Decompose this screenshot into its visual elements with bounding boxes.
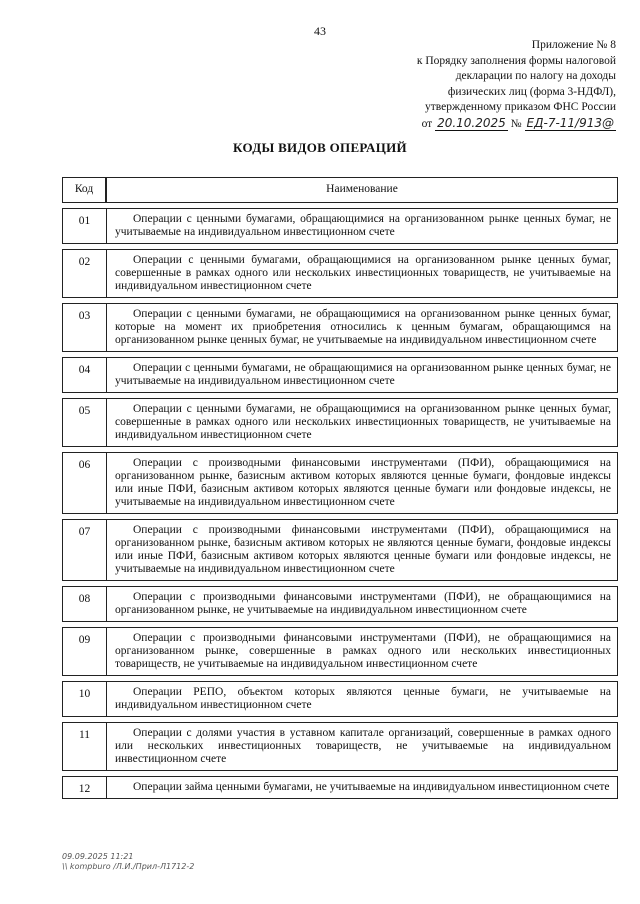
row-name-cell (106, 208, 618, 244)
appendix-line: утвержденному приказом ФНС России (425, 101, 616, 113)
order-date: 20.10.2025 (437, 115, 506, 130)
table-row (62, 627, 618, 676)
row-name: Операции с ценными бумагами, обращающимися на организованном рынке ценных бумаг, совершенные в рамках одного или нескольких инвестиционных товариществ, не учитываемые на индивидуальном инвестиционном счете (115, 254, 611, 292)
row-name-cell (106, 681, 618, 717)
row-name: Операции займа ценными бумагами, не учитываемые на индивидуальном инвестиционном счете (133, 781, 610, 793)
table-row (62, 776, 618, 799)
row-code: 11 (62, 722, 106, 771)
table-row (62, 303, 618, 352)
number-prefix: № (510, 117, 522, 130)
row-code: 01 (62, 208, 106, 244)
appendix-line: к Порядку заполнения формы налоговой (416, 54, 616, 67)
row-name-cell (106, 776, 618, 799)
row-name-cell (106, 398, 618, 447)
row-code: 10 (62, 681, 106, 717)
row-name-cell (106, 519, 618, 581)
row-code: 06 (62, 452, 106, 514)
row-name: Операции с ценными бумагами, обращающимися на организованном рынке ценных бумаг, не учитываемые на индивидуальном инвестиционном счете (115, 213, 611, 238)
row-code: 03 (62, 303, 106, 352)
row-code: 04 (62, 357, 106, 393)
table-row (62, 249, 618, 298)
row-name: Операции с ценными бумагами, не обращающимися на организованном рынке ценных бумаг, которые на момент их приобретения относились к ценным бумагам, обращающимся на организованном рынке ценных бумаг, не учитываемые на индивидуальном инвестиционном счете (115, 308, 611, 346)
table-header-row (62, 177, 618, 203)
table-row (62, 398, 618, 447)
row-name: Операции с производными финансовыми инструментами (ПФИ), обращающимися на организованном рынке, базисным активом которых не являются ценные бумаги, фондовые индексы или иные ПФИ, базисным активом которых являются ценные бумаги или фондовые индексы, не учитываемые на индивидуальном инвестиционном счете (115, 524, 611, 575)
row-code: 02 (62, 249, 106, 298)
footer-timestamp: 09.09.2025 11:21 (62, 852, 134, 861)
row-name-cell (106, 357, 618, 393)
row-code: 09 (62, 627, 106, 676)
operation-codes-table (62, 172, 618, 804)
row-name: Операции с производными финансовыми инструментами (ПФИ), обращающимися на организованном рынке, базисным активом которых являются ценные бумаги, фондовые индексы или иные ПФИ, базисным активом которых являются ценные бумаги или фондовые индексы, не учитываемые на индивидуальном инвестиционном счете (115, 457, 611, 508)
appendix-line: декларации по налогу на доходы (455, 70, 616, 82)
table-row (62, 681, 618, 717)
table-row (62, 722, 618, 771)
row-name: Операции с производными финансовыми инструментами (ПФИ), не обращающимися на организованном рынке, совершенные в рамках одного или нескольких инвестиционных товариществ, не учитываемые на индивидуальном инвестиционном счете (115, 632, 611, 670)
table-row (62, 519, 618, 581)
order-date-line (336, 116, 616, 133)
row-name: Операции с производными финансовыми инструментами (ПФИ), не обращающимися на организованном рынке, не учитываемые на индивидуальном инвестиционном счете (115, 591, 611, 616)
page-title: КОДЫ ВИДОВ ОПЕРАЦИЙ (233, 140, 407, 155)
row-name-cell (106, 452, 618, 514)
footer-stamp (62, 852, 194, 872)
row-code: 07 (62, 519, 106, 581)
page-number: 43 (314, 24, 326, 38)
appendix-header (336, 38, 616, 132)
row-name: Операции РЕПО, объектом которых являются ценные бумаги, не учитываемые на индивидуальном инвестиционном счете (115, 686, 611, 711)
row-code: 05 (62, 398, 106, 447)
row-name-cell (106, 627, 618, 676)
row-code: 08 (62, 586, 106, 622)
appendix-line: Приложение № 8 (531, 39, 616, 51)
appendix-line: физических лиц (форма 3-НДФЛ), (447, 85, 616, 98)
order-number: ЕД-7-11/913@ (526, 115, 614, 130)
date-prefix: от (421, 117, 433, 130)
row-name-cell (106, 303, 618, 352)
row-code: 12 (62, 776, 106, 799)
row-name: Операции с ценными бумагами, не обращающимися на организованном рынке ценных бумаг, не учитываемые на индивидуальном инвестиционном счете (115, 362, 611, 387)
row-name: Операции с ценными бумагами, не обращающимися на организованном рынке ценных бумаг, совершенные в рамках одного или нескольких инвестиционных товариществ, не учитываемые на индивидуальном инвестиционном счете (115, 403, 611, 441)
table-row (62, 357, 618, 393)
table-row (62, 586, 618, 622)
header-name: Наименование (106, 177, 618, 203)
table-row (62, 452, 618, 514)
row-name-cell (106, 722, 618, 771)
footer-file-path: \\ kompburo /Л.И./Прил-Л1712-2 (62, 862, 195, 871)
row-name-cell (106, 249, 618, 298)
header-code: Код (62, 177, 106, 203)
row-name: Операции с долями участия в уставном капитале организаций, совершенные в рамках одного или нескольких инвестиционных товариществ, не учитываемые на индивидуальном инвестиционном счете (115, 727, 611, 765)
row-name-cell (106, 586, 618, 622)
table-row (62, 208, 618, 244)
